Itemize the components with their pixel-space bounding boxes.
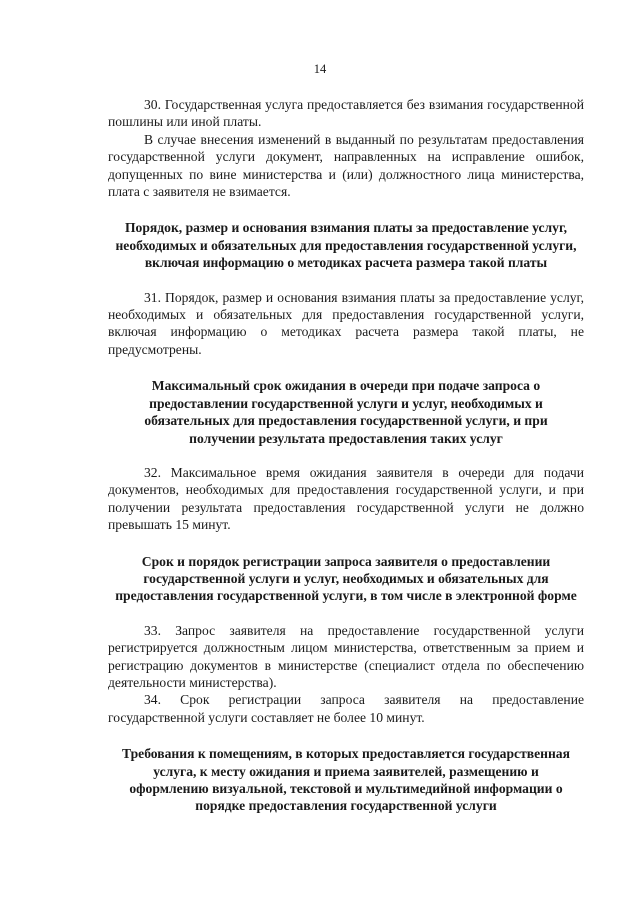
spacer bbox=[108, 726, 584, 745]
section-heading-fees: Порядок, размер и основания взимания платы за предоставление услуг, необходимых и обязательных для предоставления государственной услуги, включая информацию о методиках расчета размера такой платы bbox=[115, 220, 577, 271]
spacer bbox=[108, 534, 584, 553]
paragraph-34: 34. Срок регистрации запроса заявителя на предоставление государственной услуги составляет не более 10 минут. bbox=[108, 692, 584, 725]
section-heading-registration: Срок и порядок регистрации запроса заявителя о предоставлении государственной услуги и услуг, необходимых и обязательных для предоставления государственной услуги, в том числе в электронной форме bbox=[115, 553, 577, 604]
paragraph-31: 31. Порядок, размер и основания взимания платы за предоставление услуг, необходимых и обязательных для предоставления государственной услуги, включая информацию о методиках расчета размера такой платы, не предусмотрены. bbox=[108, 289, 584, 357]
spacer bbox=[108, 605, 584, 622]
spacer bbox=[108, 272, 584, 289]
page-content bbox=[108, 96, 584, 815]
section-heading-queue-time: Максимальный срок ожидания в очереди при подаче запроса о предоставлении государственной услуги и услуг, необходимых и обязательных для предоставления государственной услуги, и при получении результата предоставления таких услуг bbox=[144, 378, 548, 446]
spacer bbox=[108, 447, 584, 464]
paragraph-33: 33. Запрос заявителя на предоставление государственной услуги регистрируется должностным лицом министерства, ответственным за прием и регистрацию документов в министерстве (специалист отдела по обеспечению деятельности министерства). bbox=[108, 622, 584, 690]
paragraph-32: 32. Максимальное время ожидания заявителя в очереди для подачи документов, необходимых для предоставления государственной услуги, и при получении результата предоставления государственной услуги не должно превышать 15 минут. bbox=[108, 464, 584, 533]
page-number: 14 bbox=[313, 62, 327, 76]
paragraph-30-continuation: В случае внесения изменений в выданный по результатам предоставления государственной услуги документ, направленных на исправление ошибок, допущенных по вине министерства и (или) должностного лица министерства, плата с заявителя не взимается. bbox=[108, 131, 584, 200]
spacer bbox=[108, 200, 584, 219]
spacer bbox=[108, 358, 584, 377]
paragraph-30: 30. Государственная услуга предоставляется без взимания государственной пошлины или иной платы. bbox=[108, 97, 584, 130]
section-heading-premises: Требования к помещениям, в которых предоставляется государственная услуга, к месту ожидания и приема заявителей, размещению и оформлению визуальной, текстовой и мультимедийной информации о порядке предоставления государственной услуги bbox=[122, 746, 570, 814]
